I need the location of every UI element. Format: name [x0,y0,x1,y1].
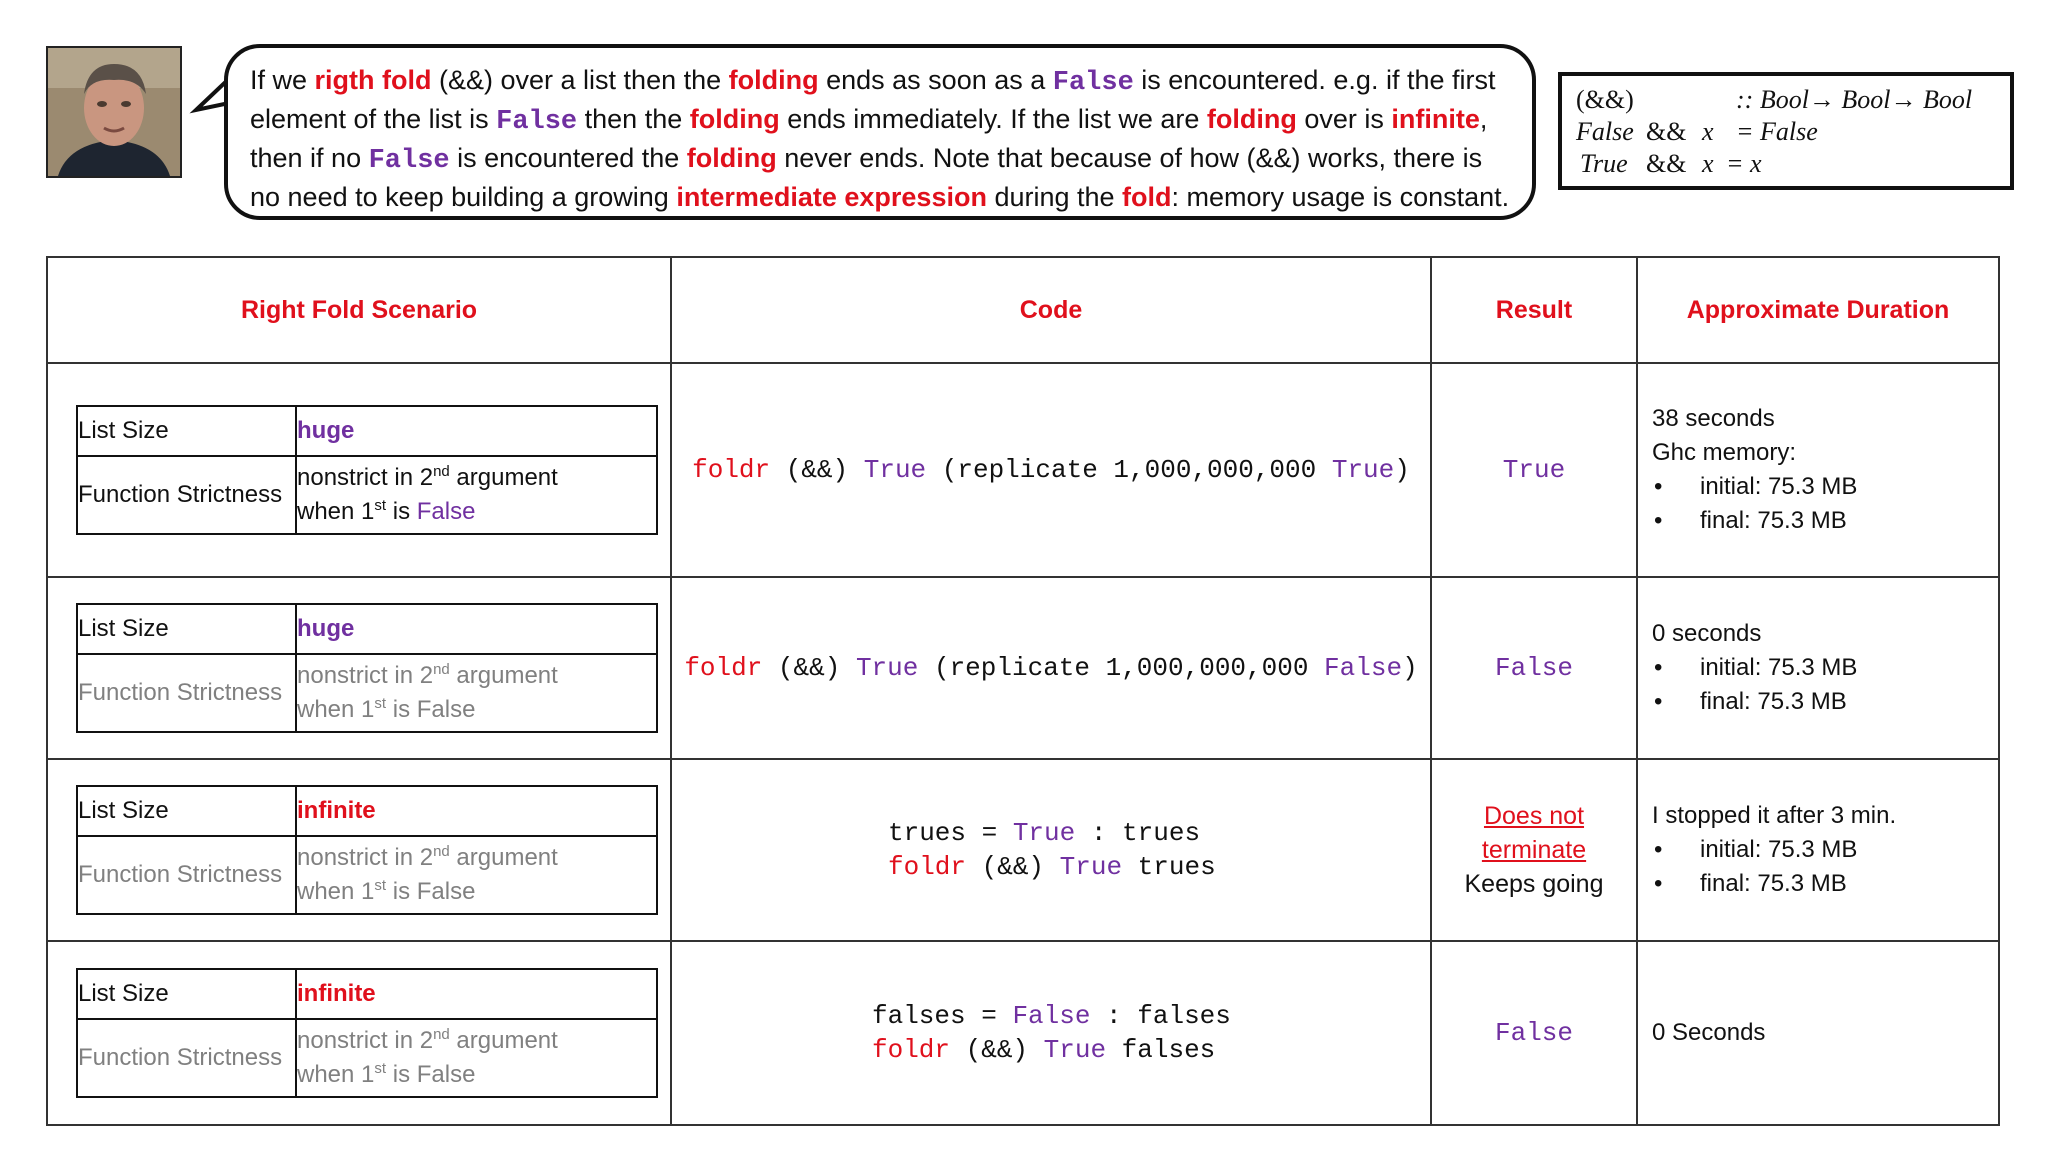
code-cell [671,941,1431,1125]
person-photo-icon [48,48,180,176]
strictness-label: Function Strictness [77,836,296,914]
result-cell [1431,941,1637,1125]
duration-head: I stopped it after 3 min. [1652,802,1897,829]
strictness-value: nonstrict in 2nd argument when 1st is False [296,654,657,732]
memory-initial: • initial: 75.3 MB [1652,833,1998,867]
list-size-label: List Size [77,604,296,654]
signature-false-lhs: False [1576,117,1634,146]
result-link[interactable]: terminate [1481,836,1587,864]
bubble-text-segment: during the [986,182,1123,212]
list-size-value: infinite [296,969,657,1019]
author-avatar [46,46,182,178]
scenario-table [76,968,658,1098]
bubble-text-segment: then if no [250,143,369,173]
signature-eq: = x [1726,149,1762,178]
code-line: trues = True : trues [888,818,1201,848]
table-row [47,363,1999,577]
table-row [47,941,1999,1125]
bubble-highlight: fold [1122,182,1172,212]
bubble-text-segment: If we [250,65,315,95]
bubble-highlight: folding [1206,104,1297,134]
list-size-label: List Size [77,786,296,836]
result-value: False [1494,1018,1573,1048]
code-cell [671,759,1431,941]
bubble-text-segment: : memory usage is constant. [1171,182,1510,212]
signature-true-lhs: True [1580,149,1628,178]
result-cell [1431,577,1637,759]
type-signature-box [1558,72,2014,190]
bubble-text-segment: over is [1296,104,1392,134]
memory-list [1652,651,1998,719]
result-value: False [1494,653,1573,683]
list-size-label: List Size [77,969,296,1019]
header-result: Result [1431,257,1637,363]
signature-var: x [1702,117,1714,146]
memory-final: • final: 75.3 MB [1652,867,1998,901]
strictness-label: Function Strictness [77,1019,296,1097]
scenario-cell [47,759,671,941]
bubble-highlight: infinite [1391,104,1480,134]
signature-line-1 [1576,84,1996,116]
signature-type: :: Bool→ Bool→ Bool [1736,85,1973,114]
bubble-text-segment: (&&) over a list then the [431,65,729,95]
duration-cell [1637,363,1999,577]
signature-eq: = False [1736,117,1818,146]
code-line: falses = False : falses [872,1001,1231,1031]
table-row [47,759,1999,941]
duration-head: 0 Seconds [1652,1019,1766,1046]
signature-name: (&&) [1576,85,1634,114]
signature-line-3 [1576,148,1996,180]
bubble-text-segment: ends as soon as a [818,65,1053,95]
scenario-table [76,785,658,915]
bubble-highlight: folding [728,65,819,95]
header-row [47,257,1999,363]
code-line: foldr (&&) True trues [888,852,1216,882]
result-note: Keeps going [1464,870,1604,898]
header-duration: Approximate Duration [1637,257,1999,363]
bubble-text-segment: never ends. Note that because of how (&&) works, there is [776,143,1483,173]
result-cell [1431,363,1637,577]
header-code: Code [671,257,1431,363]
result-link[interactable]: Does not [1483,802,1585,830]
duration-sub: Ghc memory: [1652,439,1797,466]
list-size-value: huge [296,604,657,654]
memory-final: • final: 75.3 MB [1652,504,1998,538]
bubble-text-segment: is encountered. e.g. if the first [1133,65,1496,95]
scenario-cell [47,363,671,577]
memory-list [1652,470,1998,538]
code-cell [671,577,1431,759]
list-size-value: huge [296,406,657,456]
code-cell [671,363,1431,577]
duration-cell [1637,759,1999,941]
bubble-keyword: False [368,146,450,176]
signature-op: && [1646,149,1687,178]
bubble-highlight: folding [686,143,777,173]
strictness-label: Function Strictness [77,654,296,732]
scenario-cell [47,577,671,759]
signature-op: && [1646,117,1687,146]
table-row [47,577,1999,759]
bubble-text-segment: then the [577,104,690,134]
bubble-highlight: rigth fold [314,65,432,95]
code-line: foldr (&&) True falses [872,1035,1216,1065]
strictness-value: nonstrict in 2nd argument when 1st is False [296,836,657,914]
code-line: foldr (&&) True (replicate 1,000,000,000 True) [692,455,1410,485]
memory-list [1652,833,1998,901]
memory-final: • final: 75.3 MB [1652,685,1998,719]
bubble-text-segment: , [1479,104,1488,134]
scenario-table [76,405,658,535]
result-cell [1431,759,1637,941]
signature-var: x [1702,149,1714,178]
bubble-line-3 [250,140,1510,179]
bubble-text-segment: ends immediately. If the list we are [779,104,1207,134]
bubble-line-2 [250,101,1510,140]
memory-initial: • initial: 75.3 MB [1652,651,1998,685]
list-size-value: infinite [296,786,657,836]
bubble-text-segment: no need to keep building a growing [250,182,677,212]
strictness-value: nonstrict in 2nd argument when 1st is False [296,1019,657,1097]
scenario-cell [47,941,671,1125]
bubble-text-segment: is encountered the [449,143,687,173]
right-fold-table [46,256,2000,1126]
result-value: True [1502,455,1566,485]
bubble-keyword: False [1052,68,1134,98]
duration-head: 38 seconds [1652,405,1775,432]
code-line: foldr (&&) True (replicate 1,000,000,000 False) [684,653,1418,683]
bubble-keyword: False [496,107,578,137]
scenario-table [76,603,658,733]
bubble-highlight: folding [689,104,780,134]
memory-initial: • initial: 75.3 MB [1652,470,1998,504]
duration-cell [1637,577,1999,759]
duration-head: 0 seconds [1652,620,1762,647]
bubble-line-4 [250,179,1510,215]
strictness-label: Function Strictness [77,456,296,534]
duration-cell [1637,941,1999,1125]
bubble-text-segment: element of the list is [250,104,497,134]
signature-line-2 [1576,116,1996,148]
speech-bubble [224,44,1536,220]
header-scenario: Right Fold Scenario [47,257,671,363]
bubble-highlight: intermediate expression [676,182,987,212]
list-size-label: List Size [77,406,296,456]
strictness-value: nonstrict in 2nd argument when 1st is False [296,456,657,534]
bubble-line-1 [250,62,1510,101]
